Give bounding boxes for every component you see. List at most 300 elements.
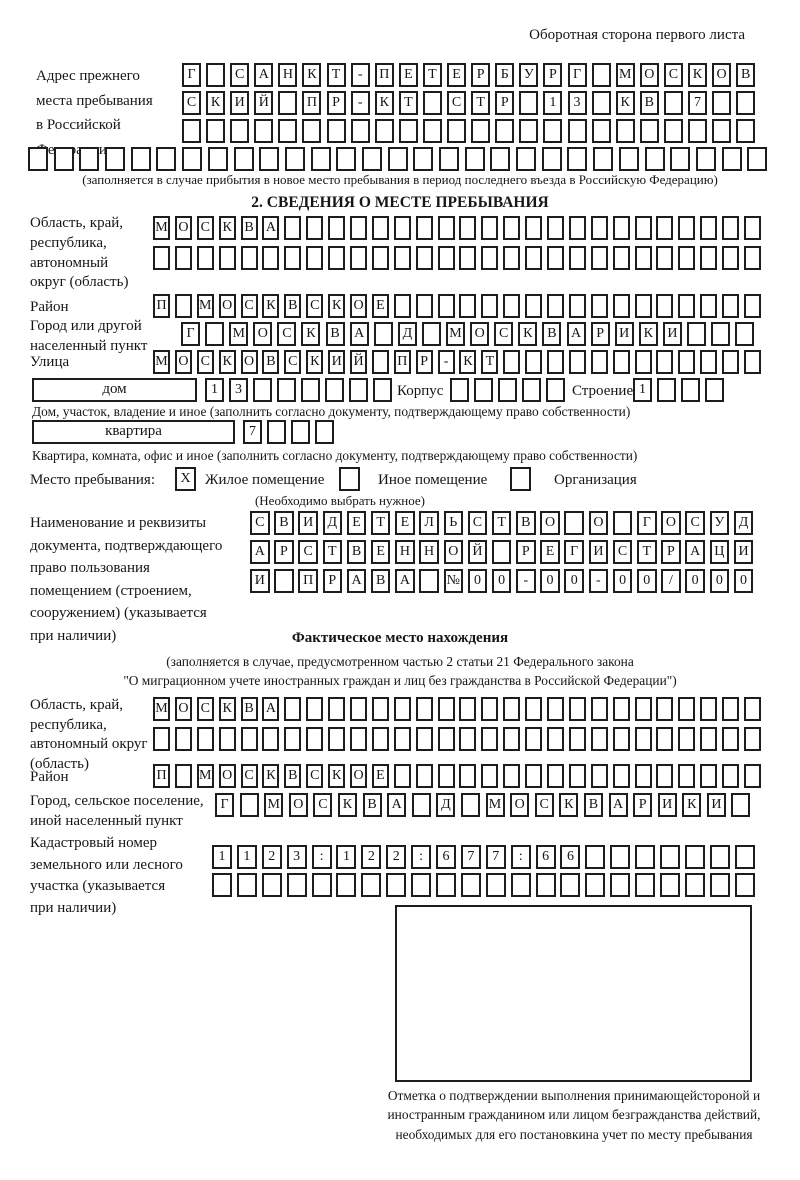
char-box[interactable]: [205, 322, 224, 346]
char-box[interactable]: [747, 147, 767, 171]
char-box[interactable]: [657, 378, 676, 402]
char-box[interactable]: [722, 147, 742, 171]
char-box[interactable]: [351, 119, 370, 143]
char-box[interactable]: Р: [471, 63, 490, 87]
char-box[interactable]: [711, 322, 730, 346]
char-box[interactable]: [585, 845, 605, 869]
char-box[interactable]: [744, 216, 761, 240]
char-box[interactable]: [591, 727, 608, 751]
char-box[interactable]: [591, 246, 608, 270]
char-box[interactable]: 1: [212, 845, 232, 869]
char-box[interactable]: [459, 727, 476, 751]
char-box[interactable]: Р: [516, 540, 536, 564]
char-box[interactable]: [182, 119, 201, 143]
char-box[interactable]: [503, 294, 520, 318]
char-box[interactable]: [700, 764, 717, 788]
char-box[interactable]: [610, 873, 630, 897]
char-box[interactable]: К: [301, 322, 320, 346]
char-box[interactable]: [206, 119, 225, 143]
char-box[interactable]: [503, 246, 520, 270]
char-box[interactable]: [569, 697, 586, 721]
char-box[interactable]: В: [241, 216, 258, 240]
char-box[interactable]: [635, 697, 652, 721]
char-box[interactable]: [481, 294, 498, 318]
char-box[interactable]: А: [395, 569, 415, 593]
char-box[interactable]: О: [253, 322, 272, 346]
char-box[interactable]: [547, 697, 564, 721]
char-box[interactable]: Т: [471, 91, 490, 115]
char-box[interactable]: [54, 147, 74, 171]
char-box[interactable]: [635, 845, 655, 869]
char-box[interactable]: [436, 873, 456, 897]
char-box[interactable]: Р: [661, 540, 681, 564]
char-box[interactable]: [613, 511, 633, 535]
char-box[interactable]: [635, 764, 652, 788]
char-box[interactable]: [591, 697, 608, 721]
char-box[interactable]: [635, 727, 652, 751]
char-box[interactable]: [465, 147, 485, 171]
char-box[interactable]: [302, 119, 321, 143]
char-box[interactable]: 0: [637, 569, 657, 593]
char-box[interactable]: [481, 727, 498, 751]
char-box[interactable]: [635, 294, 652, 318]
char-box[interactable]: [208, 147, 228, 171]
char-box[interactable]: 0: [492, 569, 512, 593]
char-box[interactable]: [635, 350, 652, 374]
char-box[interactable]: М: [264, 793, 283, 817]
char-box[interactable]: И: [298, 511, 318, 535]
char-box[interactable]: [640, 119, 659, 143]
char-box[interactable]: К: [639, 322, 658, 346]
apartment-type-field[interactable]: квартира: [32, 420, 235, 444]
char-box[interactable]: [569, 246, 586, 270]
char-box[interactable]: [327, 119, 346, 143]
char-box[interactable]: 6: [536, 845, 556, 869]
char-box[interactable]: [79, 147, 99, 171]
char-box[interactable]: [536, 873, 556, 897]
char-box[interactable]: :: [312, 845, 332, 869]
char-box[interactable]: 7: [688, 91, 707, 115]
char-box[interactable]: К: [328, 294, 345, 318]
char-box[interactable]: А: [250, 540, 270, 564]
char-box[interactable]: И: [230, 91, 249, 115]
char-box[interactable]: [722, 350, 739, 374]
char-box[interactable]: [678, 350, 695, 374]
char-box[interactable]: [481, 216, 498, 240]
char-box[interactable]: В: [542, 322, 561, 346]
char-box[interactable]: [722, 294, 739, 318]
char-box[interactable]: В: [371, 569, 391, 593]
char-box[interactable]: [613, 697, 630, 721]
char-box[interactable]: [656, 764, 673, 788]
char-box[interactable]: В: [584, 793, 603, 817]
char-box[interactable]: [474, 378, 493, 402]
char-box[interactable]: [350, 246, 367, 270]
char-box[interactable]: О: [540, 511, 560, 535]
char-box[interactable]: [459, 294, 476, 318]
char-box[interactable]: Т: [327, 63, 346, 87]
char-box[interactable]: [525, 294, 542, 318]
char-box[interactable]: [547, 216, 564, 240]
char-box[interactable]: О: [219, 764, 236, 788]
char-box[interactable]: [234, 147, 254, 171]
char-box[interactable]: И: [663, 322, 682, 346]
char-box[interactable]: 6: [560, 845, 580, 869]
char-box[interactable]: [312, 873, 332, 897]
char-box[interactable]: [656, 294, 673, 318]
char-box[interactable]: В: [326, 322, 345, 346]
char-box[interactable]: П: [302, 91, 321, 115]
char-box[interactable]: [439, 147, 459, 171]
char-box[interactable]: А: [262, 216, 279, 240]
char-box[interactable]: [175, 727, 192, 751]
char-box[interactable]: [481, 764, 498, 788]
char-box[interactable]: [306, 246, 323, 270]
char-box[interactable]: 3: [568, 91, 587, 115]
char-box[interactable]: И: [328, 350, 345, 374]
char-box[interactable]: Р: [274, 540, 294, 564]
char-box[interactable]: С: [241, 764, 258, 788]
char-box[interactable]: О: [640, 63, 659, 87]
char-box[interactable]: О: [444, 540, 464, 564]
char-box[interactable]: [736, 119, 755, 143]
char-box[interactable]: 0: [685, 569, 705, 593]
char-box[interactable]: Г: [637, 511, 657, 535]
char-box[interactable]: 1: [336, 845, 356, 869]
char-box[interactable]: М: [486, 793, 505, 817]
char-box[interactable]: -: [438, 350, 455, 374]
char-box[interactable]: Ь: [444, 511, 464, 535]
char-box[interactable]: :: [411, 845, 431, 869]
char-box[interactable]: [613, 764, 630, 788]
residential-checkbox[interactable]: X: [175, 467, 196, 491]
char-box[interactable]: С: [197, 697, 214, 721]
char-box[interactable]: М: [153, 216, 170, 240]
char-box[interactable]: [678, 246, 695, 270]
char-box[interactable]: [285, 147, 305, 171]
char-box[interactable]: О: [350, 294, 367, 318]
char-box[interactable]: 2: [262, 845, 282, 869]
char-box[interactable]: С: [241, 294, 258, 318]
char-box[interactable]: Р: [416, 350, 433, 374]
char-box[interactable]: П: [153, 764, 170, 788]
char-box[interactable]: [416, 727, 433, 751]
char-box[interactable]: [503, 697, 520, 721]
organization-checkbox[interactable]: [510, 467, 531, 491]
char-box[interactable]: [525, 697, 542, 721]
char-box[interactable]: [525, 246, 542, 270]
char-box[interactable]: Д: [734, 511, 754, 535]
char-box[interactable]: [744, 727, 761, 751]
char-box[interactable]: [230, 119, 249, 143]
char-box[interactable]: К: [206, 91, 225, 115]
char-box[interactable]: [325, 378, 344, 402]
char-box[interactable]: [569, 294, 586, 318]
char-box[interactable]: [591, 216, 608, 240]
char-box[interactable]: О: [289, 793, 308, 817]
char-box[interactable]: [744, 294, 761, 318]
char-box[interactable]: [416, 294, 433, 318]
char-box[interactable]: К: [219, 216, 236, 240]
char-box[interactable]: [197, 727, 214, 751]
char-box[interactable]: [700, 216, 717, 240]
char-box[interactable]: [461, 793, 480, 817]
char-box[interactable]: Й: [254, 91, 273, 115]
char-box[interactable]: [567, 147, 587, 171]
char-box[interactable]: [361, 873, 381, 897]
char-box[interactable]: [613, 216, 630, 240]
char-box[interactable]: Т: [492, 511, 512, 535]
char-box[interactable]: Ц: [710, 540, 730, 564]
char-box[interactable]: Г: [181, 322, 200, 346]
char-box[interactable]: [592, 63, 611, 87]
char-box[interactable]: [547, 294, 564, 318]
char-box[interactable]: С: [306, 764, 323, 788]
char-box[interactable]: 7: [243, 420, 262, 444]
char-box[interactable]: [731, 793, 750, 817]
char-box[interactable]: Е: [399, 63, 418, 87]
char-box[interactable]: К: [688, 63, 707, 87]
char-box[interactable]: [744, 764, 761, 788]
char-box[interactable]: А: [347, 569, 367, 593]
char-box[interactable]: [619, 147, 639, 171]
char-box[interactable]: [156, 147, 176, 171]
char-box[interactable]: [372, 216, 389, 240]
char-box[interactable]: [349, 378, 368, 402]
char-box[interactable]: [287, 873, 307, 897]
char-box[interactable]: [350, 697, 367, 721]
char-box[interactable]: [461, 873, 481, 897]
char-box[interactable]: [560, 873, 580, 897]
char-box[interactable]: [350, 727, 367, 751]
char-box[interactable]: [253, 378, 272, 402]
char-box[interactable]: С: [447, 91, 466, 115]
char-box[interactable]: [688, 119, 707, 143]
char-box[interactable]: Р: [633, 793, 652, 817]
char-box[interactable]: 0: [540, 569, 560, 593]
char-box[interactable]: В: [640, 91, 659, 115]
char-box[interactable]: [394, 294, 411, 318]
char-box[interactable]: [656, 727, 673, 751]
char-box[interactable]: К: [459, 350, 476, 374]
char-box[interactable]: Л: [419, 511, 439, 535]
char-box[interactable]: [394, 246, 411, 270]
char-box[interactable]: [447, 119, 466, 143]
char-box[interactable]: -: [351, 63, 370, 87]
char-box[interactable]: [564, 511, 584, 535]
char-box[interactable]: [372, 727, 389, 751]
char-box[interactable]: [681, 378, 700, 402]
char-box[interactable]: [490, 147, 510, 171]
char-box[interactable]: Й: [350, 350, 367, 374]
char-box[interactable]: О: [589, 511, 609, 535]
char-box[interactable]: [678, 697, 695, 721]
char-box[interactable]: У: [710, 511, 730, 535]
char-box[interactable]: В: [363, 793, 382, 817]
char-box[interactable]: [722, 246, 739, 270]
char-box[interactable]: С: [197, 350, 214, 374]
char-box[interactable]: [568, 119, 587, 143]
char-box[interactable]: [613, 294, 630, 318]
char-box[interactable]: И: [734, 540, 754, 564]
char-box[interactable]: [547, 246, 564, 270]
char-box[interactable]: [591, 764, 608, 788]
char-box[interactable]: А: [609, 793, 628, 817]
char-box[interactable]: Г: [215, 793, 234, 817]
char-box[interactable]: С: [277, 322, 296, 346]
char-box[interactable]: [525, 764, 542, 788]
char-box[interactable]: [278, 119, 297, 143]
char-box[interactable]: С: [197, 216, 214, 240]
char-box[interactable]: [328, 246, 345, 270]
char-box[interactable]: [525, 350, 542, 374]
char-box[interactable]: [495, 119, 514, 143]
char-box[interactable]: [413, 147, 433, 171]
char-box[interactable]: Е: [347, 511, 367, 535]
char-box[interactable]: [678, 294, 695, 318]
char-box[interactable]: О: [510, 793, 529, 817]
char-box[interactable]: С: [182, 91, 201, 115]
char-box[interactable]: С: [298, 540, 318, 564]
char-box[interactable]: [284, 697, 301, 721]
char-box[interactable]: 0: [710, 569, 730, 593]
char-box[interactable]: И: [615, 322, 634, 346]
char-box[interactable]: [722, 727, 739, 751]
char-box[interactable]: [592, 91, 611, 115]
char-box[interactable]: [438, 246, 455, 270]
char-box[interactable]: [459, 246, 476, 270]
char-box[interactable]: [569, 350, 586, 374]
char-box[interactable]: -: [351, 91, 370, 115]
char-box[interactable]: Т: [323, 540, 343, 564]
char-box[interactable]: -: [516, 569, 536, 593]
char-box[interactable]: [438, 764, 455, 788]
char-box[interactable]: О: [470, 322, 489, 346]
char-box[interactable]: М: [616, 63, 635, 87]
char-box[interactable]: [197, 246, 214, 270]
char-box[interactable]: [722, 216, 739, 240]
char-box[interactable]: [438, 727, 455, 751]
char-box[interactable]: А: [387, 793, 406, 817]
char-box[interactable]: М: [153, 697, 170, 721]
char-box[interactable]: 7: [486, 845, 506, 869]
char-box[interactable]: [645, 147, 665, 171]
char-box[interactable]: М: [197, 294, 214, 318]
char-box[interactable]: [394, 727, 411, 751]
char-box[interactable]: Т: [371, 511, 391, 535]
char-box[interactable]: В: [347, 540, 367, 564]
char-box[interactable]: [306, 697, 323, 721]
char-box[interactable]: [656, 697, 673, 721]
char-box[interactable]: С: [685, 511, 705, 535]
char-box[interactable]: [503, 727, 520, 751]
char-box[interactable]: Р: [327, 91, 346, 115]
char-box[interactable]: С: [306, 294, 323, 318]
char-box[interactable]: [735, 873, 755, 897]
char-box[interactable]: [438, 294, 455, 318]
char-box[interactable]: Е: [372, 764, 389, 788]
char-box[interactable]: [459, 697, 476, 721]
char-box[interactable]: О: [241, 350, 258, 374]
char-box[interactable]: И: [707, 793, 726, 817]
char-box[interactable]: [710, 873, 730, 897]
char-box[interactable]: Р: [543, 63, 562, 87]
char-box[interactable]: [525, 727, 542, 751]
char-box[interactable]: [419, 569, 439, 593]
char-box[interactable]: С: [313, 793, 332, 817]
char-box[interactable]: 3: [229, 378, 248, 402]
char-box[interactable]: [610, 845, 630, 869]
char-box[interactable]: [336, 873, 356, 897]
char-box[interactable]: [736, 91, 755, 115]
char-box[interactable]: [262, 727, 279, 751]
char-box[interactable]: 0: [613, 569, 633, 593]
char-box[interactable]: [240, 793, 259, 817]
char-box[interactable]: Д: [436, 793, 455, 817]
char-box[interactable]: [175, 246, 192, 270]
char-box[interactable]: [399, 119, 418, 143]
char-box[interactable]: К: [375, 91, 394, 115]
char-box[interactable]: Р: [323, 569, 343, 593]
char-box[interactable]: Р: [495, 91, 514, 115]
char-box[interactable]: [664, 119, 683, 143]
char-box[interactable]: Г: [568, 63, 587, 87]
char-box[interactable]: [546, 378, 565, 402]
char-box[interactable]: [700, 350, 717, 374]
char-box[interactable]: [175, 764, 192, 788]
char-box[interactable]: [375, 119, 394, 143]
char-box[interactable]: 1: [633, 378, 652, 402]
char-box[interactable]: П: [375, 63, 394, 87]
char-box[interactable]: А: [254, 63, 273, 87]
char-box[interactable]: [585, 873, 605, 897]
char-box[interactable]: [459, 764, 476, 788]
char-box[interactable]: [259, 147, 279, 171]
char-box[interactable]: 1: [237, 845, 257, 869]
char-box[interactable]: [328, 697, 345, 721]
char-box[interactable]: [522, 378, 541, 402]
char-box[interactable]: [254, 119, 273, 143]
char-box[interactable]: [241, 246, 258, 270]
char-box[interactable]: [105, 147, 125, 171]
char-box[interactable]: [656, 246, 673, 270]
char-box[interactable]: [219, 727, 236, 751]
char-box[interactable]: Т: [481, 350, 498, 374]
char-box[interactable]: [591, 294, 608, 318]
char-box[interactable]: [284, 246, 301, 270]
char-box[interactable]: [262, 873, 282, 897]
char-box[interactable]: [569, 216, 586, 240]
char-box[interactable]: К: [559, 793, 578, 817]
char-box[interactable]: К: [616, 91, 635, 115]
char-box[interactable]: [481, 246, 498, 270]
char-box[interactable]: А: [350, 322, 369, 346]
char-box[interactable]: [423, 119, 442, 143]
char-box[interactable]: [525, 216, 542, 240]
char-box[interactable]: К: [262, 294, 279, 318]
char-box[interactable]: Й: [468, 540, 488, 564]
char-box[interactable]: [635, 216, 652, 240]
char-box[interactable]: [212, 873, 232, 897]
char-box[interactable]: [735, 322, 754, 346]
char-box[interactable]: К: [518, 322, 537, 346]
char-box[interactable]: [722, 697, 739, 721]
char-box[interactable]: [712, 91, 731, 115]
char-box[interactable]: [696, 147, 716, 171]
char-box[interactable]: С: [468, 511, 488, 535]
char-box[interactable]: [613, 727, 630, 751]
char-box[interactable]: [416, 216, 433, 240]
